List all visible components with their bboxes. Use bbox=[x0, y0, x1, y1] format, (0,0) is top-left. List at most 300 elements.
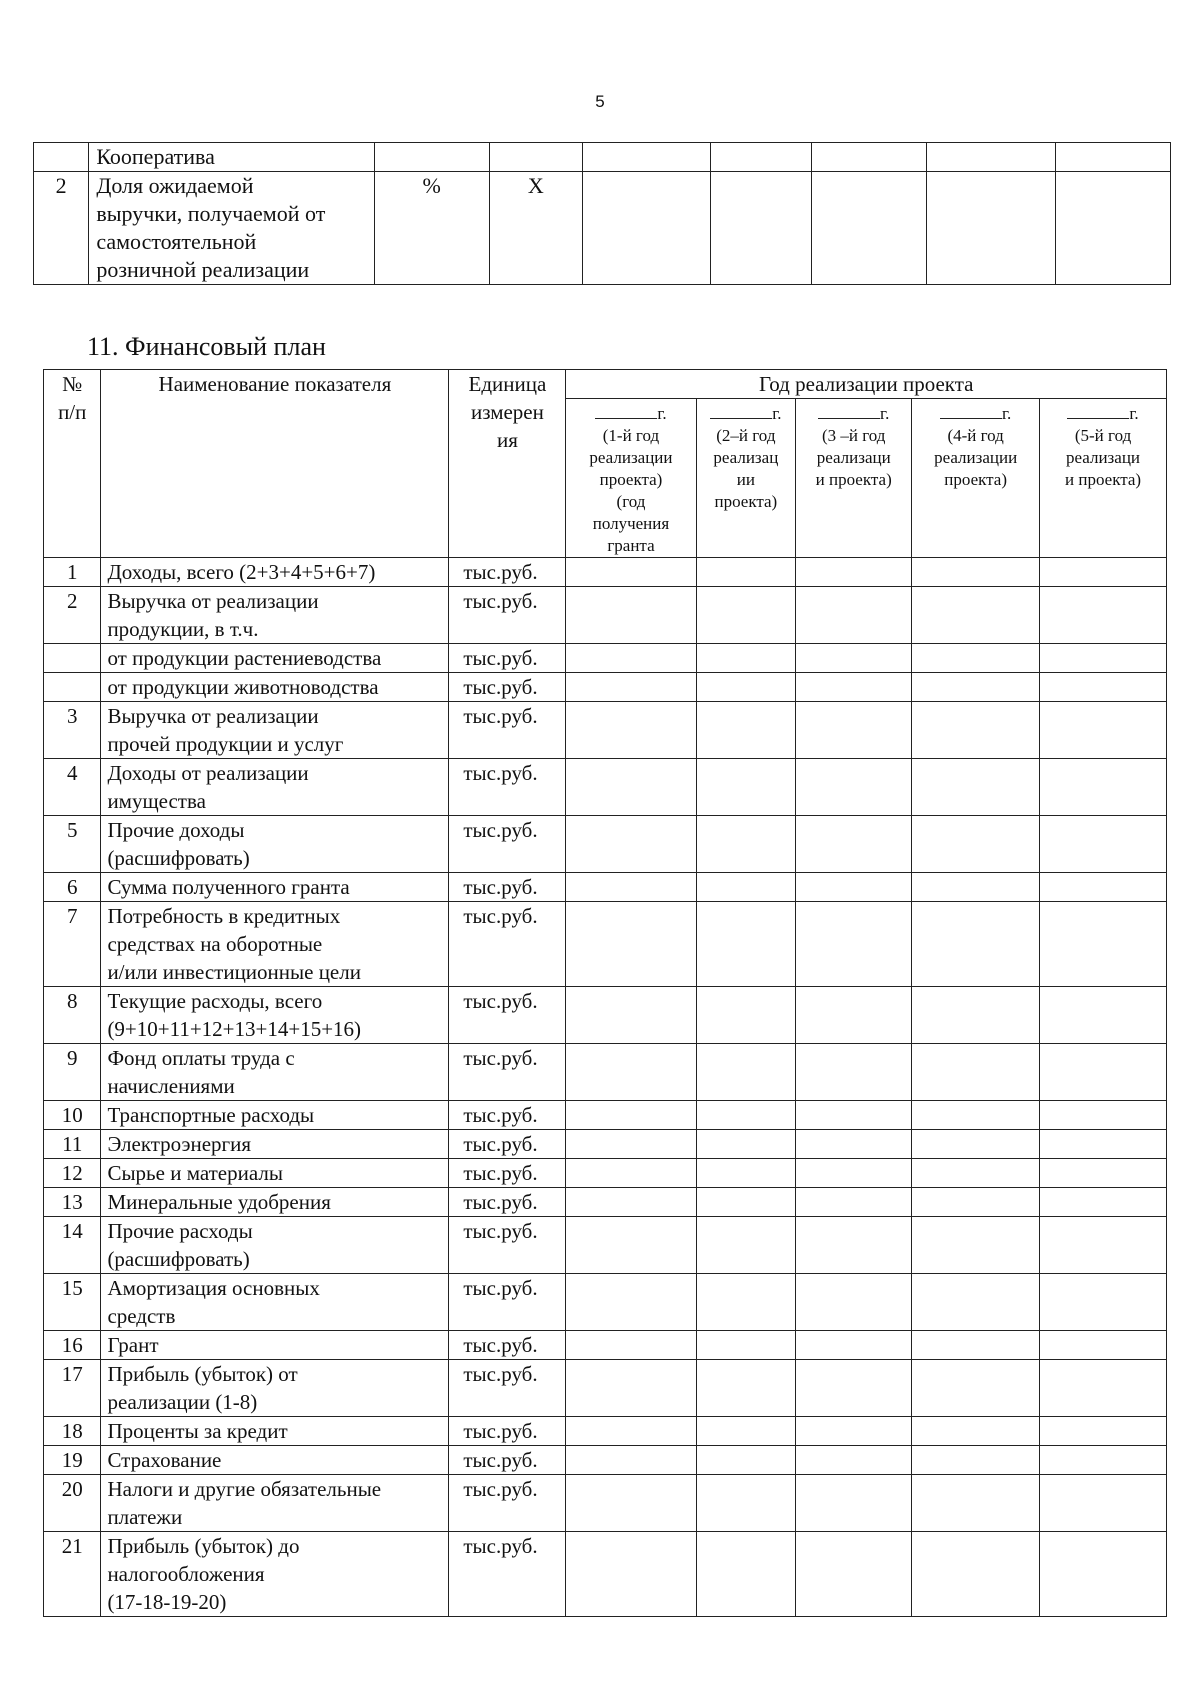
row-name-line: Доля ожидаемой bbox=[96, 173, 254, 198]
row-number: 4 bbox=[44, 759, 101, 816]
empty-cell bbox=[1040, 873, 1167, 902]
row-name bbox=[101, 1360, 449, 1417]
empty-cell bbox=[696, 1101, 796, 1130]
row-unit: тыс.руб. bbox=[449, 759, 566, 816]
empty-cell bbox=[796, 644, 912, 673]
fill-in-line bbox=[818, 404, 880, 419]
row-number: 12 bbox=[44, 1159, 101, 1188]
empty-cell bbox=[566, 902, 696, 987]
empty-cell bbox=[796, 702, 912, 759]
row-name-line: розничной реализации bbox=[96, 257, 310, 282]
table-row bbox=[44, 673, 1167, 702]
empty-cell bbox=[912, 1446, 1040, 1475]
row-unit: тыс.руб. bbox=[449, 1360, 566, 1417]
empty-cell bbox=[566, 873, 696, 902]
row-name-line: Потребность в кредитных bbox=[107, 904, 341, 928]
empty-cell bbox=[1040, 1331, 1167, 1360]
empty-cell bbox=[696, 759, 796, 816]
empty-cell bbox=[582, 172, 710, 285]
empty-cell bbox=[696, 1188, 796, 1217]
row-name bbox=[101, 1044, 449, 1101]
row-name-line: Прибыль (убыток) до bbox=[107, 1534, 300, 1558]
row-unit: тыс.руб. bbox=[449, 902, 566, 987]
row-name-line: Электроэнергия bbox=[107, 1132, 252, 1156]
empty-cell bbox=[696, 1331, 796, 1360]
row-unit: тыс.руб. bbox=[449, 1044, 566, 1101]
empty-cell bbox=[912, 1360, 1040, 1417]
row-name-line: продукции, в т.ч. bbox=[107, 617, 259, 641]
table-row bbox=[44, 1360, 1167, 1417]
row-name-line: Налоги и другие обязательные bbox=[107, 1477, 382, 1501]
header-num-line: № bbox=[62, 372, 83, 396]
empty-cell bbox=[1040, 1044, 1167, 1101]
table-row bbox=[44, 587, 1167, 644]
empty-cell bbox=[566, 558, 696, 587]
empty-cell bbox=[566, 587, 696, 644]
empty-cell bbox=[696, 1044, 796, 1101]
row-name-line: Выручка от реализации bbox=[107, 704, 319, 728]
section-title: 11. Финансовый план bbox=[87, 332, 326, 361]
row-name-line: Сумма полученного гранта bbox=[107, 875, 350, 899]
empty-cell bbox=[1040, 759, 1167, 816]
row-unit: тыс.руб. bbox=[449, 873, 566, 902]
row-name bbox=[101, 987, 449, 1044]
year-caption-line: реализац bbox=[713, 448, 779, 467]
table-row bbox=[44, 1188, 1167, 1217]
year-caption-line: проекта) bbox=[944, 470, 1007, 489]
empty-cell bbox=[912, 644, 1040, 673]
year-caption-line: (2–й год bbox=[716, 426, 776, 445]
row-unit: тыс.руб. bbox=[449, 587, 566, 644]
row-name bbox=[101, 1101, 449, 1130]
year-caption-line: проекта) bbox=[599, 470, 663, 489]
empty-cell bbox=[696, 1130, 796, 1159]
empty-cell bbox=[796, 1274, 912, 1331]
year-caption-line: проекта) bbox=[714, 492, 778, 511]
row-name-line: Страхование bbox=[107, 1448, 222, 1472]
row-name bbox=[101, 587, 449, 644]
row-name-line: налогообложения bbox=[107, 1562, 265, 1586]
empty-cell bbox=[566, 1130, 696, 1159]
row-name bbox=[101, 1446, 449, 1475]
row-unit: тыс.руб. bbox=[449, 673, 566, 702]
empty-cell bbox=[696, 1274, 796, 1331]
empty-cell bbox=[912, 673, 1040, 702]
empty-cell bbox=[912, 1532, 1040, 1617]
table-row bbox=[44, 1101, 1167, 1130]
empty-cell bbox=[566, 1446, 696, 1475]
empty-cell bbox=[912, 1159, 1040, 1188]
empty-cell bbox=[1040, 902, 1167, 987]
empty-cell bbox=[912, 1331, 1040, 1360]
empty-cell bbox=[566, 1475, 696, 1532]
row-unit: тыс.руб. bbox=[449, 1274, 566, 1331]
row-unit: тыс.руб. bbox=[449, 702, 566, 759]
year-caption-line: и проекта) bbox=[1065, 470, 1142, 489]
fill-in-line bbox=[940, 404, 1002, 419]
row-name-line: Транспортные расходы bbox=[107, 1103, 315, 1127]
row-unit: тыс.руб. bbox=[449, 1475, 566, 1532]
empty-cell bbox=[696, 1217, 796, 1274]
empty-cell bbox=[796, 1446, 912, 1475]
row-name-line: Грант bbox=[107, 1333, 159, 1357]
table-row bbox=[44, 1044, 1167, 1101]
row-number: 18 bbox=[44, 1417, 101, 1446]
empty-cell bbox=[696, 1360, 796, 1417]
empty-cell bbox=[566, 1417, 696, 1446]
row-name-line: средствах на оборотные bbox=[107, 932, 323, 956]
row-name-line: Фонд оплаты труда с bbox=[107, 1046, 295, 1070]
header-unit-line: Единица bbox=[468, 372, 547, 396]
table-row bbox=[44, 1159, 1167, 1188]
row-name-line: Амортизация основных bbox=[107, 1276, 320, 1300]
row-number: 20 bbox=[44, 1475, 101, 1532]
fill-in-line bbox=[1067, 404, 1129, 419]
empty-cell bbox=[912, 1101, 1040, 1130]
row-name bbox=[101, 1417, 449, 1446]
row-name bbox=[101, 644, 449, 673]
row-unit: тыс.руб. bbox=[449, 558, 566, 587]
year-caption-line: и проекта) bbox=[815, 470, 892, 489]
year-caption-line: гранта bbox=[607, 536, 655, 555]
row-unit: тыс.руб. bbox=[449, 1101, 566, 1130]
table-row bbox=[44, 1331, 1167, 1360]
empty-cell bbox=[566, 673, 696, 702]
empty-cell bbox=[796, 1130, 912, 1159]
row-name bbox=[101, 558, 449, 587]
table-row bbox=[44, 987, 1167, 1044]
financial-plan-table bbox=[43, 369, 1167, 1617]
empty-cell bbox=[796, 902, 912, 987]
empty-cell bbox=[912, 702, 1040, 759]
row-name bbox=[101, 673, 449, 702]
table-row bbox=[44, 759, 1167, 816]
empty-cell bbox=[796, 1159, 912, 1188]
empty-cell bbox=[1040, 987, 1167, 1044]
empty-cell bbox=[811, 172, 926, 285]
empty-cell bbox=[696, 816, 796, 873]
row-number: 21 bbox=[44, 1532, 101, 1617]
empty-cell bbox=[696, 1475, 796, 1532]
row-name bbox=[101, 1188, 449, 1217]
empty-cell bbox=[1040, 1101, 1167, 1130]
year-suffix: г. bbox=[1129, 404, 1139, 423]
row-name-line: реализации (1-8) bbox=[107, 1390, 258, 1414]
empty-cell bbox=[912, 902, 1040, 987]
row-number: 5 bbox=[44, 816, 101, 873]
empty-cell bbox=[696, 1417, 796, 1446]
row-number: 17 bbox=[44, 1360, 101, 1417]
year-caption-line: (5-й год bbox=[1074, 426, 1132, 445]
row-name bbox=[101, 1217, 449, 1274]
empty-cell bbox=[912, 816, 1040, 873]
table-row bbox=[34, 172, 1171, 285]
row-name bbox=[101, 1331, 449, 1360]
empty-cell bbox=[796, 1101, 912, 1130]
year-caption-line: (год bbox=[616, 492, 646, 511]
empty-cell bbox=[1040, 816, 1167, 873]
table-row bbox=[44, 644, 1167, 673]
empty-cell bbox=[710, 143, 811, 172]
row-name bbox=[101, 759, 449, 816]
row-name-line: начислениями bbox=[107, 1074, 235, 1098]
table-row bbox=[44, 558, 1167, 587]
empty-cell bbox=[696, 587, 796, 644]
row-number: 11 bbox=[44, 1130, 101, 1159]
row-unit: тыс.руб. bbox=[449, 1159, 566, 1188]
year-suffix: г. bbox=[880, 404, 890, 423]
empty-cell bbox=[696, 702, 796, 759]
empty-cell bbox=[796, 1188, 912, 1217]
empty-cell bbox=[912, 1044, 1040, 1101]
empty-cell bbox=[811, 143, 926, 172]
empty-cell bbox=[912, 1217, 1040, 1274]
year-blank bbox=[796, 403, 911, 425]
empty-cell bbox=[566, 987, 696, 1044]
row-number: 3 bbox=[44, 702, 101, 759]
row-name-line: Прибыль (убыток) от bbox=[107, 1362, 298, 1386]
row-unit: тыс.руб. bbox=[449, 1188, 566, 1217]
row-number: 19 bbox=[44, 1446, 101, 1475]
row-number: 10 bbox=[44, 1101, 101, 1130]
year-caption-line: реализации bbox=[589, 448, 673, 467]
row-name-line: Проценты за кредит bbox=[107, 1419, 288, 1443]
year-blank bbox=[1040, 403, 1166, 425]
empty-cell bbox=[796, 1475, 912, 1532]
empty-cell bbox=[796, 987, 912, 1044]
row-number: 2 bbox=[34, 172, 89, 285]
row-unit: тыс.руб. bbox=[449, 816, 566, 873]
row-name-line: выручки, получаемой от bbox=[96, 201, 326, 226]
empty-cell bbox=[1055, 172, 1170, 285]
row-name bbox=[101, 816, 449, 873]
empty-cell bbox=[796, 1217, 912, 1274]
empty-cell bbox=[566, 702, 696, 759]
header-unit-line: измерен bbox=[470, 400, 544, 424]
header-unit bbox=[449, 370, 566, 558]
row-value bbox=[489, 143, 582, 172]
empty-cell bbox=[696, 1446, 796, 1475]
year-suffix: г. bbox=[657, 404, 667, 423]
row-name-line: Минеральные удобрения bbox=[107, 1190, 331, 1214]
empty-cell bbox=[566, 759, 696, 816]
year-caption-line: (3 –й год bbox=[821, 426, 886, 445]
empty-cell bbox=[1040, 587, 1167, 644]
row-name bbox=[101, 1475, 449, 1532]
table-row bbox=[44, 1274, 1167, 1331]
empty-cell bbox=[566, 1044, 696, 1101]
year-blank bbox=[697, 403, 796, 425]
empty-cell bbox=[796, 816, 912, 873]
table-row bbox=[44, 1417, 1167, 1446]
empty-cell bbox=[912, 759, 1040, 816]
empty-cell bbox=[796, 1417, 912, 1446]
table-row bbox=[44, 1532, 1167, 1617]
fill-in-line bbox=[710, 404, 772, 419]
table-row bbox=[44, 1475, 1167, 1532]
empty-cell bbox=[796, 1360, 912, 1417]
row-name-line: (9+10+11+12+13+14+15+16) bbox=[107, 1017, 362, 1041]
empty-cell bbox=[582, 143, 710, 172]
empty-cell bbox=[566, 1101, 696, 1130]
empty-cell bbox=[1040, 702, 1167, 759]
table-row bbox=[44, 873, 1167, 902]
row-number: 1 bbox=[44, 558, 101, 587]
page-number: 5 bbox=[595, 92, 605, 111]
empty-cell bbox=[912, 1130, 1040, 1159]
row-unit: тыс.руб. bbox=[449, 1130, 566, 1159]
empty-cell bbox=[1040, 1188, 1167, 1217]
header-num-line: п/п bbox=[58, 400, 87, 424]
row-name-line: (расшифровать) bbox=[107, 1247, 250, 1271]
row-name-line: средств bbox=[107, 1304, 176, 1328]
row-name-line: прочей продукции и услуг bbox=[107, 732, 344, 756]
fill-in-line bbox=[595, 404, 657, 419]
row-number: 15 bbox=[44, 1274, 101, 1331]
top-table bbox=[33, 142, 1171, 285]
empty-cell bbox=[912, 1475, 1040, 1532]
empty-cell bbox=[1040, 558, 1167, 587]
empty-cell bbox=[696, 987, 796, 1044]
empty-cell bbox=[926, 172, 1055, 285]
row-name-line: Текущие расходы, всего bbox=[107, 989, 323, 1013]
empty-cell bbox=[566, 1188, 696, 1217]
row-unit: % bbox=[374, 172, 489, 285]
header-year-2 bbox=[696, 399, 796, 558]
empty-cell bbox=[696, 673, 796, 702]
row-number: 16 bbox=[44, 1331, 101, 1360]
year-caption-line: реализации bbox=[934, 448, 1018, 467]
table-row bbox=[44, 902, 1167, 987]
row-number: 2 bbox=[44, 587, 101, 644]
year-caption-line: (4-й год bbox=[947, 426, 1004, 445]
year-caption-line: (1-й год bbox=[602, 426, 660, 445]
empty-cell bbox=[566, 644, 696, 673]
header-year-1 bbox=[566, 399, 696, 558]
empty-cell bbox=[710, 172, 811, 285]
row-name bbox=[101, 1130, 449, 1159]
empty-cell bbox=[566, 816, 696, 873]
empty-cell bbox=[566, 1532, 696, 1617]
row-name-line: Кооператива bbox=[96, 144, 215, 169]
empty-cell bbox=[1040, 1274, 1167, 1331]
row-name-line: Доходы, всего (2+3+4+5+6+7) bbox=[107, 560, 376, 584]
empty-cell bbox=[696, 1532, 796, 1617]
row-name bbox=[101, 873, 449, 902]
year-caption-line: реализаци bbox=[816, 448, 891, 467]
header-year-4 bbox=[912, 399, 1040, 558]
row-name-line: Выручка от реализации bbox=[107, 589, 319, 613]
empty-cell bbox=[912, 987, 1040, 1044]
year-suffix: г. bbox=[772, 404, 782, 423]
row-name-line: от продукции животноводства bbox=[107, 675, 379, 699]
empty-cell bbox=[912, 1274, 1040, 1331]
empty-cell bbox=[796, 759, 912, 816]
year-caption-line: реализаци bbox=[1066, 448, 1141, 467]
year-blank bbox=[566, 403, 695, 425]
empty-cell bbox=[696, 1159, 796, 1188]
row-unit bbox=[374, 143, 489, 172]
row-name-line: платежи bbox=[107, 1505, 183, 1529]
empty-cell bbox=[696, 873, 796, 902]
empty-cell bbox=[796, 1532, 912, 1617]
table-row bbox=[44, 1446, 1167, 1475]
row-name-line: самостоятельной bbox=[96, 229, 257, 254]
empty-cell bbox=[796, 587, 912, 644]
empty-cell bbox=[796, 1044, 912, 1101]
empty-cell bbox=[912, 587, 1040, 644]
year-caption-line: получения bbox=[592, 514, 670, 533]
row-name-line: от продукции растениеводства bbox=[107, 646, 382, 670]
header-year-group: Год реализации проекта bbox=[566, 370, 1167, 399]
table-row bbox=[34, 143, 1171, 172]
empty-cell bbox=[566, 1159, 696, 1188]
row-value: Х bbox=[489, 172, 582, 285]
header-name: Наименование показателя bbox=[101, 370, 449, 558]
empty-cell bbox=[912, 558, 1040, 587]
row-unit: тыс.руб. bbox=[449, 987, 566, 1044]
row-number bbox=[34, 143, 89, 172]
row-number: 13 bbox=[44, 1188, 101, 1217]
row-name-line: (расшифровать) bbox=[107, 846, 250, 870]
empty-cell bbox=[796, 1331, 912, 1360]
year-suffix: г. bbox=[1001, 404, 1012, 423]
empty-cell bbox=[566, 1331, 696, 1360]
row-name-line: Доходы от реализации bbox=[107, 761, 309, 785]
empty-cell bbox=[566, 1274, 696, 1331]
empty-cell bbox=[912, 1188, 1040, 1217]
row-number: 6 bbox=[44, 873, 101, 902]
empty-cell bbox=[926, 143, 1055, 172]
header-year-5 bbox=[1040, 399, 1167, 558]
row-name-line: и/или инвестиционные цели bbox=[107, 960, 361, 984]
row-unit: тыс.руб. bbox=[449, 1446, 566, 1475]
row-unit: тыс.руб. bbox=[449, 1417, 566, 1446]
row-name-line: имущества bbox=[107, 789, 206, 813]
row-name-line: Прочие расходы bbox=[107, 1219, 253, 1243]
row-name-line: Прочие доходы bbox=[107, 818, 245, 842]
empty-cell bbox=[796, 873, 912, 902]
row-number: 14 bbox=[44, 1217, 101, 1274]
empty-cell bbox=[1040, 1475, 1167, 1532]
empty-cell bbox=[696, 902, 796, 987]
empty-cell bbox=[1040, 1532, 1167, 1617]
empty-cell bbox=[1040, 1159, 1167, 1188]
row-number bbox=[44, 644, 101, 673]
empty-cell bbox=[1040, 1217, 1167, 1274]
row-name bbox=[89, 172, 374, 285]
row-name-line: (17-18-19-20) bbox=[107, 1590, 227, 1614]
empty-cell bbox=[1040, 1360, 1167, 1417]
table-row bbox=[44, 1130, 1167, 1159]
empty-cell bbox=[1040, 1130, 1167, 1159]
year-caption-line: ии bbox=[736, 470, 755, 489]
empty-cell bbox=[1040, 1417, 1167, 1446]
empty-cell bbox=[796, 558, 912, 587]
row-unit: тыс.руб. bbox=[449, 1217, 566, 1274]
header-num bbox=[44, 370, 101, 558]
year-blank bbox=[912, 403, 1039, 425]
header-unit-line: ия bbox=[496, 428, 518, 452]
row-name-line: Сырье и материалы bbox=[107, 1161, 283, 1185]
empty-cell bbox=[696, 644, 796, 673]
row-name bbox=[101, 702, 449, 759]
row-name bbox=[89, 143, 374, 172]
empty-cell bbox=[566, 1217, 696, 1274]
table-row bbox=[44, 1217, 1167, 1274]
empty-cell bbox=[696, 558, 796, 587]
table-row bbox=[44, 816, 1167, 873]
